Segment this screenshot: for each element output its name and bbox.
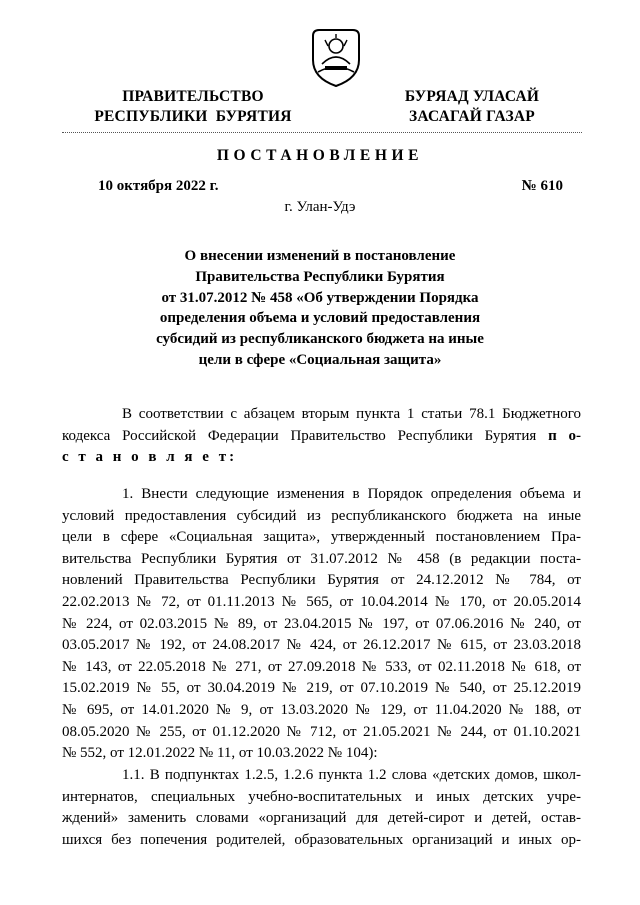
text-line: цели в сфере «Социальная защита», утвержденный постановлением Пра-	[62, 529, 581, 546]
text-line: 1.1. В подпунктах 1.2.5, 1.2.6 пункта 1.2 слова «детских домов, школ-	[122, 767, 581, 783]
text-line: 1. Внести следующие изменения в Порядок определения объема и	[122, 486, 581, 502]
header-separator	[62, 132, 582, 133]
text-line: В соответствии с абзацем вторым пункта 1 статьи 78.1 Бюджетного	[122, 406, 581, 422]
document-number: № 610	[521, 178, 563, 194]
org-name-line: ЗАСАГАЙ ГАЗАР	[409, 108, 535, 125]
text-line: интернатов, специальных учебно-воспитательных и иных детских учре-	[62, 788, 581, 805]
org-name-line: БУРЯАД УЛАСАЙ	[404, 88, 540, 105]
text-line	[62, 426, 581, 448]
subject-line: определения объема и условий предоставления	[159, 310, 481, 327]
document-title: ПОСТАНОВЛЕНИЕ	[216, 147, 424, 164]
coat-of-arms-emblem	[305, 26, 367, 88]
paragraph-item-1	[62, 484, 581, 765]
text-line: № 224, от 02.03.2015 № 89, от 23.04.2015 № 197, от 07.06.2016 № 240, от	[62, 615, 581, 632]
subject-line: Правительства Республики Бурятия	[195, 268, 445, 285]
org-name-line: ПРАВИТЕЛЬСТВО	[122, 88, 264, 105]
document-subject	[150, 246, 490, 371]
text-line: 03.05.2017 № 192, от 24.08.2017 № 424, от 26.12.2017 № 615, от 23.03.2018	[62, 637, 581, 654]
org-name-buryat	[372, 87, 572, 127]
text-fragment: кодекса Российской Федерации Правительство Республики Бурятия	[62, 427, 549, 444]
subject-line: субсидий из республиканского бюджета на иные	[156, 331, 484, 348]
decree-word: п о-	[548, 427, 581, 444]
org-name-russian	[88, 87, 298, 127]
subject-line: от 31.07.2012 № 458 «Об утверждении Порядка	[161, 289, 479, 306]
subject-line: О внесении изменений в постановление	[184, 248, 456, 264]
document-date: 10 октября 2022 г.	[98, 178, 219, 194]
text-line: 22.02.2013 № 72, от 01.11.2013 № 565, от 10.04.2014 № 170, от 20.05.2014	[62, 593, 581, 610]
text-line: № 552, от 12.01.2022 № 11, от 10.03.2022 № 104):	[62, 745, 378, 762]
org-name-line: РЕСПУБЛИКИ БУРЯТИЯ	[94, 108, 292, 125]
text-line	[62, 447, 581, 469]
text-line: 08.05.2020 № 255, от 01.12.2020 № 712, от 21.05.2021 № 244, от 01.10.2021	[62, 723, 581, 740]
text-line: ждений» заменить словами «организаций для детей-сирот и детей, остав-	[62, 810, 581, 827]
text-line: № 143, от 22.05.2018 № 271, от 27.09.2018 № 533, от 02.11.2018 № 618, от	[62, 658, 581, 675]
text-line: 15.02.2019 № 55, от 30.04.2019 № 219, от 07.10.2019 № 540, от 25.12.2019	[62, 680, 581, 697]
text-line: условий предоставления субсидий из республиканского бюджета на иные	[62, 507, 581, 524]
text-line: новлений Правительства Республики Бурятия от 24.12.2012 № 784, от	[62, 572, 581, 589]
text-line: шихся без попечения родителей, образовательных организаций и иных ор-	[62, 831, 581, 848]
text-line: № 695, от 14.01.2020 № 9, от 13.03.2020 № 129, от 11.04.2020 № 188, от	[62, 701, 581, 718]
paragraph-item-1-1	[62, 765, 581, 851]
preamble-paragraph	[62, 404, 581, 469]
text-line: вительства Республики Бурятия от 31.07.2012 № 458 (в редакции поста-	[62, 550, 581, 567]
decree-word: с т а н о в л я е т:	[62, 449, 238, 466]
subject-line: цели в сфере «Социальная защита»	[198, 351, 442, 368]
document-city: г. Улан-Удэ	[284, 199, 356, 215]
